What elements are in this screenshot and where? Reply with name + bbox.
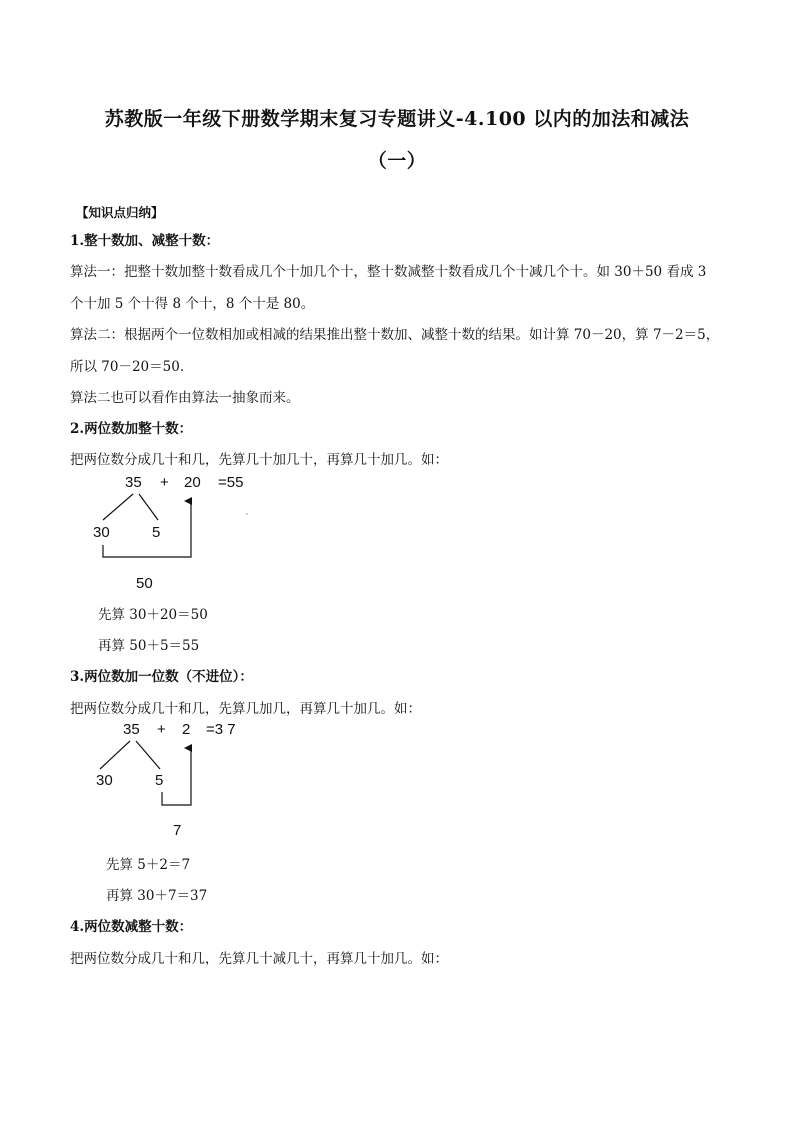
s3-fig-plus: + bbox=[157, 721, 166, 738]
s2-fig-tens: 30 bbox=[93, 524, 110, 541]
s3-desc: 把两位数分成几十和几，先算几加几，再算几十加几。如： bbox=[70, 701, 421, 717]
s3-split-branches bbox=[100, 741, 160, 769]
s3-fig-addend-a: 35 bbox=[123, 721, 140, 738]
heading-s4: 4.两位数减整十数： bbox=[70, 919, 193, 935]
s3-fig-addend-b: 2 bbox=[182, 721, 191, 738]
heading-s3: 3.两位数加一位数（不进位）： bbox=[70, 669, 253, 685]
s2-fig-result: =55 bbox=[218, 474, 244, 491]
s2-split-branches bbox=[103, 494, 158, 520]
s1-method1-line2: 个十加 5 个十得 8 个十，8 个十是 80。 bbox=[70, 296, 315, 312]
s3-fig-partial-sum: 7 bbox=[173, 822, 182, 839]
heading-s2: 2.两位数加整十数： bbox=[70, 421, 193, 437]
section-header: 【知识点归纳】 bbox=[76, 205, 164, 220]
s2-fig-addend-b: 20 bbox=[184, 474, 201, 491]
s2-desc: 把两位数分成几十和几，先算几十加几十，再算几十加几。如： bbox=[70, 452, 448, 468]
s1-note: 算法二也可以看作由算法一抽象而来。 bbox=[70, 390, 300, 406]
s4-desc: 把两位数分成几十和几，先算几十减几十，再算几十加几。如： bbox=[70, 951, 448, 967]
s3-fig-ones: 5 bbox=[155, 772, 164, 789]
s3-step1: 先算 5＋2＝7 bbox=[106, 857, 191, 873]
s2-fig-partial-sum: 50 bbox=[136, 575, 153, 592]
s2-step2: 再算 50＋5＝55 bbox=[98, 638, 200, 654]
s2-step1: 先算 30＋20＝50 bbox=[98, 607, 208, 623]
s2-bracket-line bbox=[103, 501, 191, 557]
s3-fig-tens: 30 bbox=[96, 772, 113, 789]
s3-step2: 再算 30＋7＝37 bbox=[106, 888, 208, 904]
s2-fig-ones: 5 bbox=[152, 524, 161, 541]
doc-title: 苏教版一年级下册数学期末复习专题讲义-4.100 以内的加法和减法 bbox=[104, 108, 690, 130]
s3-bracket-line bbox=[162, 748, 191, 805]
s1-method2-line2: 所以 70－20＝50. bbox=[70, 359, 185, 375]
doc-title-line2: （一） bbox=[367, 150, 427, 172]
s2-fig-plus: + bbox=[160, 474, 169, 491]
s1-method2-line1: 算法二：根据两个一位数相加或相减的结果推出整十数加、减整十数的结果。如计算 70－20，算 7－2＝5， bbox=[70, 327, 720, 343]
heading-s1: 1.整十数加、减整十数： bbox=[70, 233, 220, 249]
s1-method1-line1: 算法一：把整十数加整十数看成几个十加几个十，整十数减整十数看成几个十减几个十。如 30＋50 看成 3 bbox=[70, 264, 707, 280]
s3-fig-result: =3 7 bbox=[206, 721, 236, 738]
s2-fig-addend-a: 35 bbox=[125, 474, 142, 491]
